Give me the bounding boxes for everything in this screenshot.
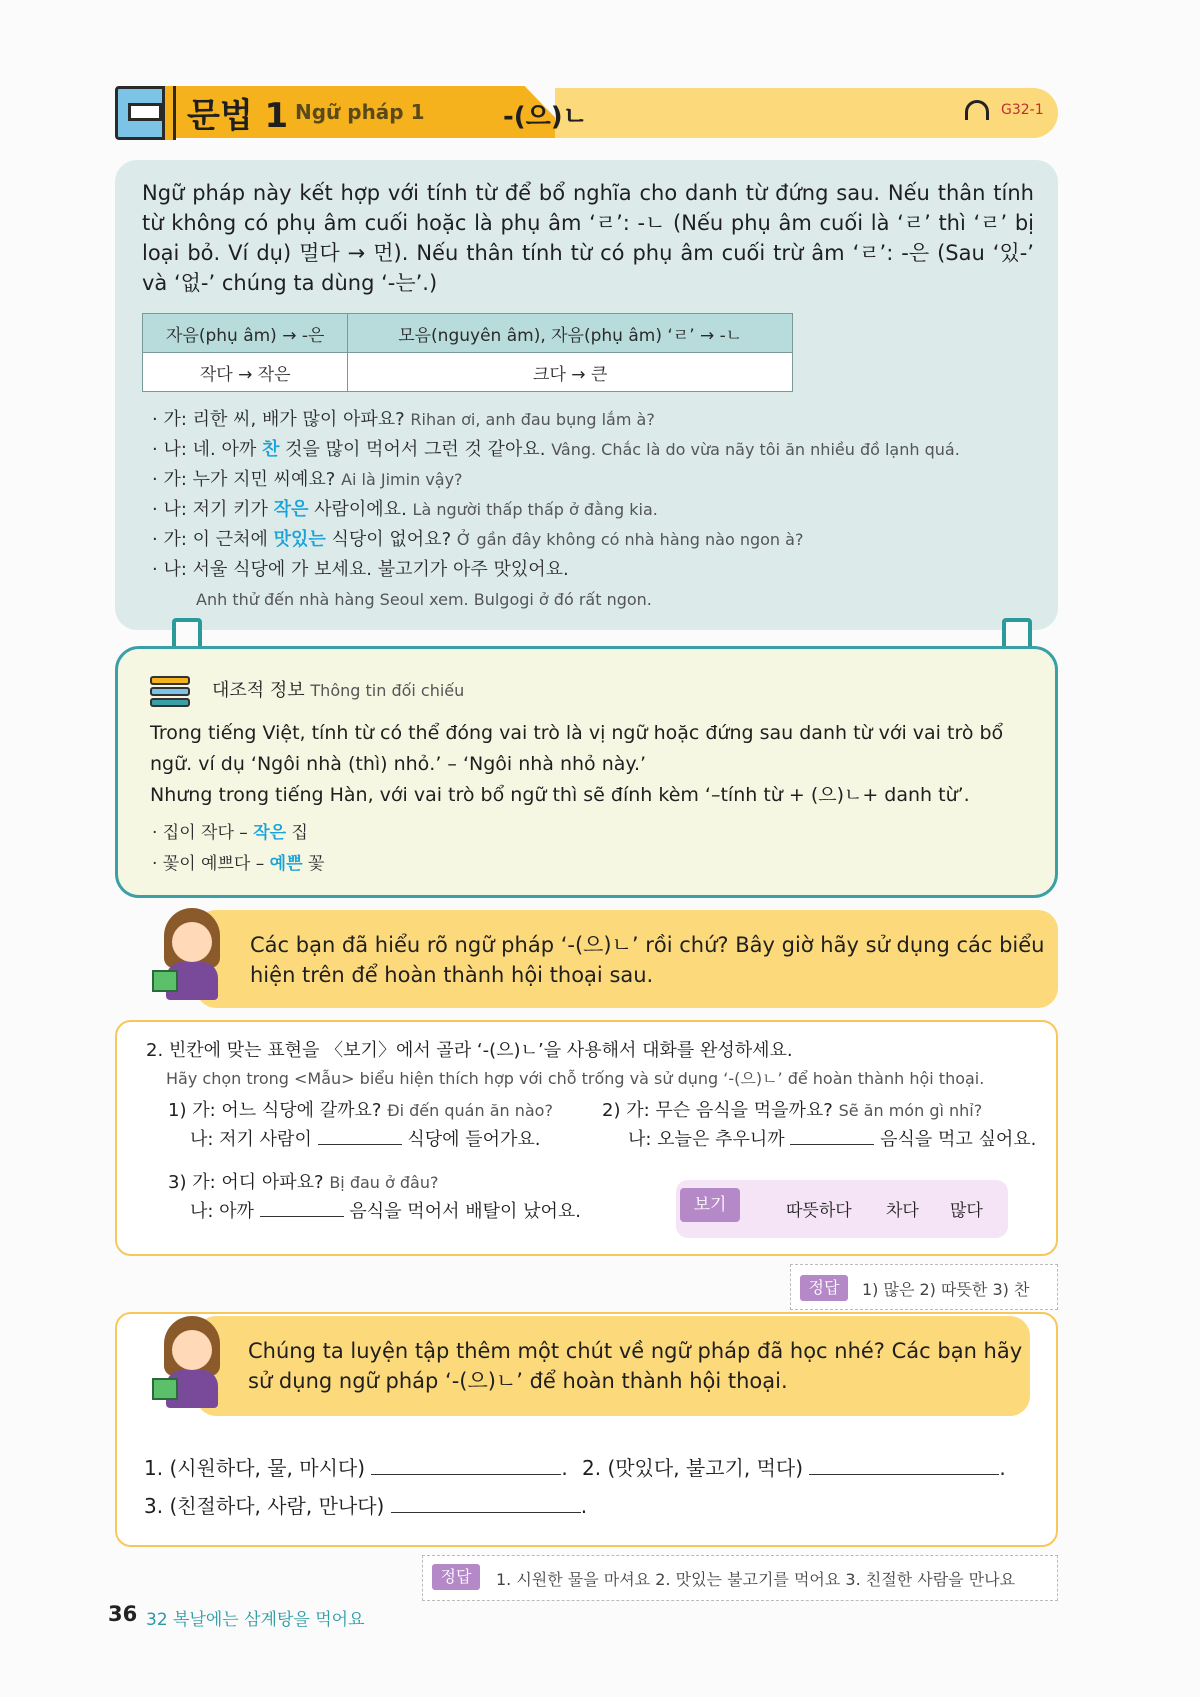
chapter-title: 32 복날에는 삼계탕을 먹어요 <box>146 1610 365 1630</box>
exercise-question-vi: Hãy chọn trong <Mẫu> biểu hiện thích hợp với chỗ trống và sử dụng ‘-(으)ㄴ’ để hoàn thành hội thoại. <box>166 1069 985 1088</box>
answer-text: 1) 많은 2) 따뜻한 3) 찬 <box>862 1280 1030 1299</box>
info-title: 대조적 정보 Thông tin đối chiếu <box>212 680 465 701</box>
exercise-item: 3) 가: 어디 아파요? Bị đau ở đâu? 나: 아까 음식을 먹어서 배탈이 났어요. <box>168 1172 581 1222</box>
example-item: · 가: 이 근처에 맛있는 식당이 없어요? Ở gần đây không có nhà hàng nào ngon à? <box>152 529 804 550</box>
info-example-item: · 집이 작다 – 작은 집 <box>152 823 308 843</box>
exercise-item: 2) 가: 무슨 음식을 먹을까요? Sẽ ăn món gì nhỉ? 나: 오늘은 추우니까 음식을 먹고 싶어요. <box>602 1100 1037 1150</box>
answer-label: 정답 <box>800 1275 848 1301</box>
answer-blank[interactable] <box>318 1127 402 1145</box>
example-item: · 나: 네. 아까 찬 것을 많이 먹어서 그런 것 같아요. Vâng. Chắc là do vừa nãy tôi ăn nhiều đồ lạnh quá. <box>152 439 960 460</box>
exercise-question: 2. 빈칸에 맞는 표현을 〈보기〉에서 골라 ‘-(으)ㄴ’을 사용해서 대화를 완성하세요. <box>146 1040 793 1061</box>
bogi-label: 보기 <box>680 1188 740 1222</box>
page-number: 36 <box>108 1602 138 1626</box>
answer-text: 1. 시원한 물을 마셔요 2. 맛있는 불고기를 먹어요 3. 친절한 사람을 만나요 <box>496 1570 1016 1589</box>
bubble-text: Chúng ta luyện tập thêm một chút về ngữ pháp đã học nhé? Các bạn hãy sử dụng ngữ pháp ‘-(으)ㄴ’ để hoàn thành hội thoại. <box>248 1339 1023 1393</box>
headphone-icon[interactable] <box>965 100 989 120</box>
teacher-illustration <box>148 1316 240 1408</box>
answer-blank[interactable] <box>809 1457 999 1475</box>
bogi-word: 많다 <box>950 1201 983 1221</box>
example-item: · 가: 누가 지민 씨예요? Ai là Jimin vậy? <box>152 469 463 490</box>
example-item: · 나: 저기 키가 작은 사람이에요. Là người thấp thấp ở đằng kia. <box>152 499 658 520</box>
teacher-illustration <box>148 908 240 1000</box>
book-icon <box>115 86 173 140</box>
table-header-consonant: 자음(phụ âm) → -은 <box>143 314 348 353</box>
answer-blank[interactable] <box>391 1495 581 1513</box>
bogi-word: 차다 <box>886 1201 919 1221</box>
answer-label: 정답 <box>432 1564 480 1590</box>
bogi-word: 따뜻하다 <box>786 1201 852 1221</box>
table-cell-example: 크다 → 큰 <box>348 353 793 392</box>
example-item: · 나: 서울 식당에 가 보세요. 불고기가 아주 맛있어요. <box>152 559 569 580</box>
example-translation: Anh thử đến nhà hàng Seoul xem. Bulgogi ở đó rất ngon. <box>196 590 652 609</box>
section-subtitle: Ngữ pháp 1 <box>295 100 425 124</box>
section-header <box>115 86 1058 142</box>
section-title: 문법 1 <box>187 96 289 136</box>
practice-item: 2. (맛있다, 불고기, 먹다) . <box>582 1456 1006 1480</box>
explanation-text: Ngữ pháp này kết hợp với tính từ để bổ nghĩa cho danh từ đứng sau. Nếu thân tính từ không có phụ âm cuối hoặc là phụ âm ‘ㄹ’: -ㄴ (Nếu phụ âm cuối là ‘ㄹ’ thì ‘ㄹ’ bị loại bỏ. Ví dụ) 멀다 → 먼). Nếu thân tính từ có phụ âm cuối trừ âm ‘ㄹ’: -은 (Sau ‘있-’ và ‘없-’ chúng ta dùng ‘-는’.) <box>142 181 1034 295</box>
books-icon <box>150 676 190 708</box>
practice-item: 3. (친절하다, 사람, 만나다) . <box>144 1494 588 1518</box>
info-text: Trong tiếng Việt, tính từ có thể đóng vai trò là vị ngữ hoặc đứng sau danh từ với vai trò bổ ngữ. ví dụ ‘Ngôi nhà (thì) nhỏ.’ – ‘Ngôi nhà nhỏ này.’ Nhưng trong tiếng Hàn, với vai trò bổ ngữ thì sẽ đính kèm ‘–tính từ + (으)ㄴ+ danh từ’. <box>150 722 1004 806</box>
audio-track-label[interactable]: G32-1 <box>1001 102 1044 118</box>
table-header-vowel: 모음(nguyên âm), 자음(phụ âm) ‘ㄹ’ → -ㄴ <box>348 314 793 353</box>
info-example-item: · 꽃이 예쁘다 – 예쁜 꽃 <box>152 854 325 874</box>
conjugation-table <box>142 313 793 392</box>
bubble-text: Các bạn đã hiểu rõ ngữ pháp ‘-(으)ㄴ’ rồi chứ? Bây giờ hãy sử dụng các biểu hiện trên để hoàn thành hội thoại sau. <box>250 933 1045 987</box>
practice-item: 1. (시원하다, 물, 마시다) . <box>144 1456 568 1480</box>
exercise-item: 1) 가: 어느 식당에 갈까요? Đi đến quán ăn nào? 나: 저기 사람이 식당에 들어가요. <box>168 1100 553 1150</box>
example-list <box>152 405 960 615</box>
example-item: · 가: 리한 씨, 배가 많이 아파요? Rihan ơi, anh đau bụng lắm à? <box>152 409 655 430</box>
table-cell-example: 작다 → 작은 <box>143 353 348 392</box>
info-examples <box>152 818 324 880</box>
answer-blank[interactable] <box>371 1457 561 1475</box>
answer-blank[interactable] <box>790 1127 874 1145</box>
answer-blank[interactable] <box>260 1199 344 1217</box>
grammar-pattern: -(으)ㄴ <box>503 102 588 132</box>
